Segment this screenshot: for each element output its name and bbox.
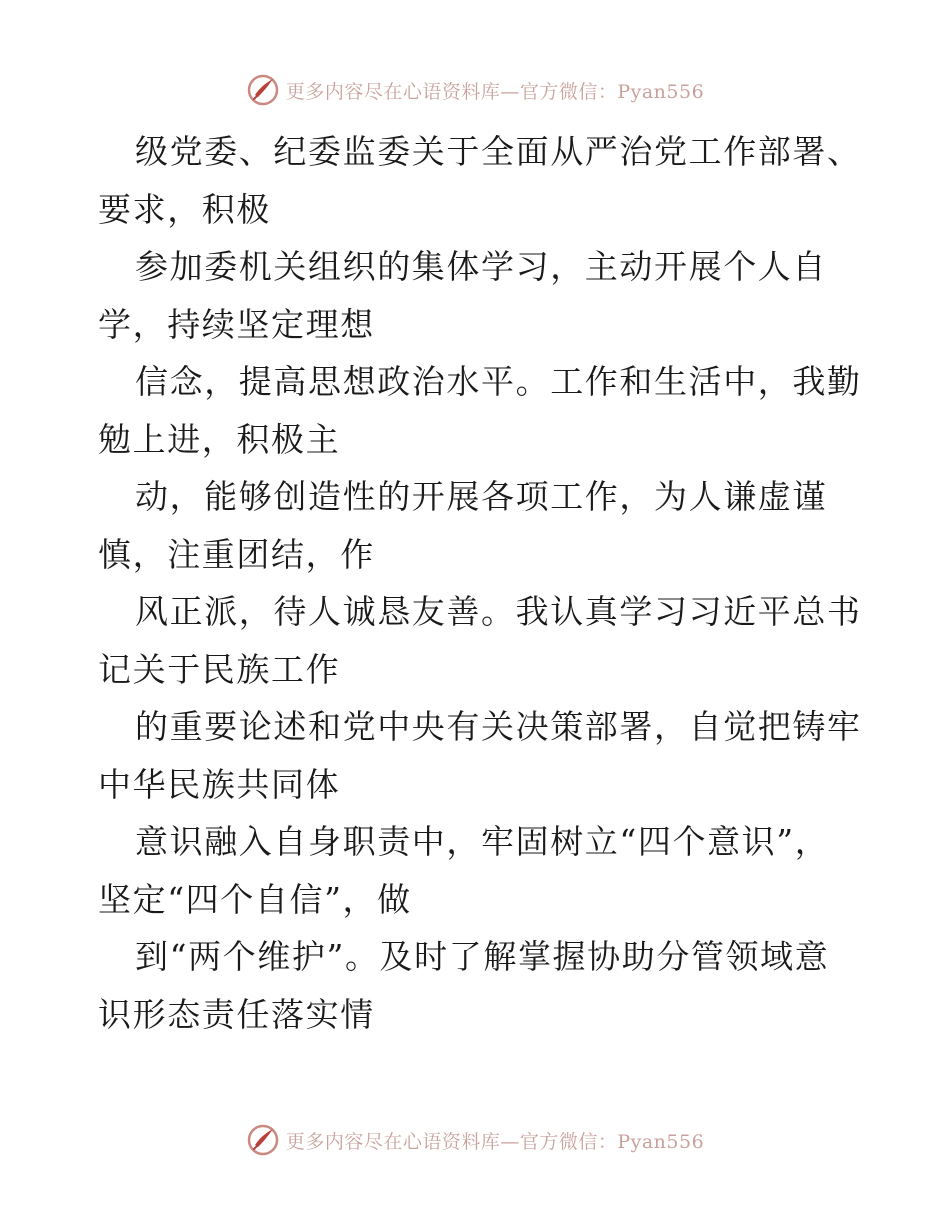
text-line: 坚定“四个自信”，做: [98, 879, 412, 919]
text-line: 识形态责任落实情: [98, 994, 375, 1034]
text-line: 级党委、纪委监委关于全面从严治党工作部署、: [135, 132, 862, 171]
text-line: 学，持续坚定理想: [98, 304, 375, 344]
text-line: 勉上进，积极主: [98, 419, 341, 459]
text-line: 记关于民族工作: [98, 649, 341, 689]
quill-seal-logo-icon: [246, 73, 280, 107]
quill-seal-logo-icon: [246, 1123, 280, 1157]
text-line: 中华民族共同体: [98, 764, 341, 804]
text-line: 意识融入自身职责中，牢固树立“四个意识”，: [135, 822, 830, 861]
footer-watermark: [0, 1120, 950, 1160]
text-line: 风正派，待人诚恳友善。我认真学习习近平总书: [135, 592, 862, 631]
text-line: 到“两个维护”。及时了解掌握协助分管领域意: [135, 937, 830, 976]
text-line: 慎，注重团结，作: [98, 534, 375, 574]
document-body: [98, 123, 868, 1043]
text-line: 信念，提高思想政治水平。工作和生活中，我勤: [135, 362, 862, 401]
text-line: 动，能够创造性的开展各项工作，为人谦虚谨: [135, 477, 827, 516]
text-line: 要求，积极: [98, 189, 271, 229]
watermark-text: 更多内容尽在心语资料库—官方微信：Pyan556: [285, 80, 705, 103]
watermark-text: 更多内容尽在心语资料库—官方微信：Pyan556: [285, 1130, 705, 1153]
header-watermark: [0, 70, 950, 110]
text-line: 参加委机关组织的集体学习，主动开展个人自: [135, 247, 827, 286]
text-line: 的重要论述和党中央有关决策部署，自觉把铸牢: [135, 707, 862, 746]
